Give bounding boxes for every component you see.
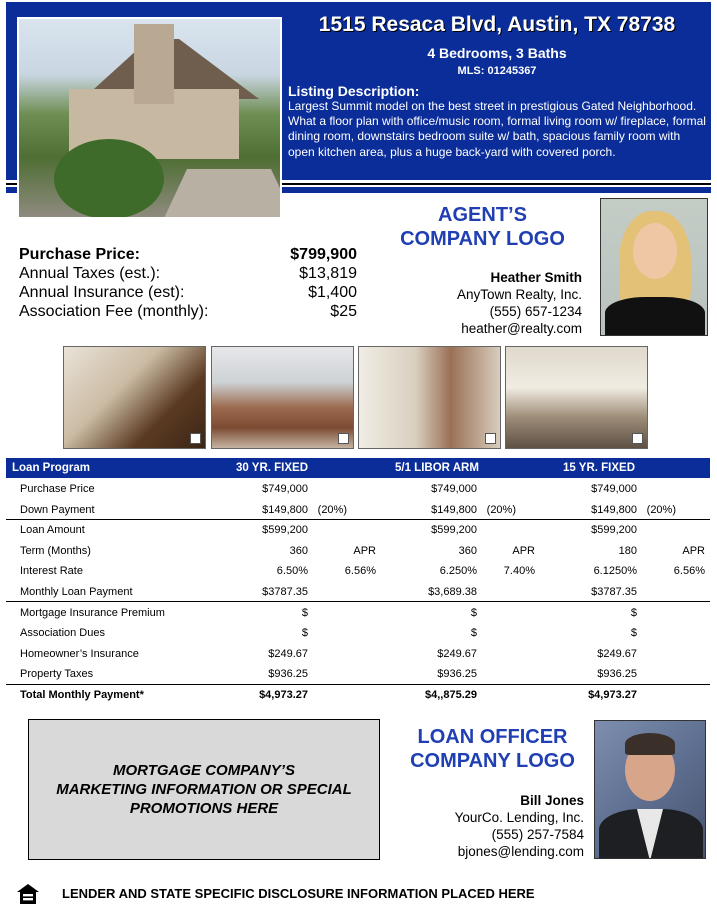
table-row	[6, 519, 710, 540]
cell: $4,973.27	[588, 688, 637, 701]
agent-name: Heather Smith	[490, 270, 582, 285]
promo-line2: MARKETING INFORMATION OR SPECIAL	[56, 781, 352, 798]
cell: $249.67	[268, 647, 308, 660]
loan-officer-company-logo	[395, 725, 590, 773]
cell: $149,800	[591, 503, 637, 516]
table-row	[6, 663, 710, 684]
loan-officer-email: bjones@lending.com	[457, 844, 584, 859]
row-label: Loan Amount	[20, 524, 85, 537]
price-value: $13,819	[299, 265, 357, 282]
price-label: Purchase Price:	[19, 246, 140, 263]
header-libor: 5/1 LIBOR ARM	[395, 462, 479, 474]
cell: $249.67	[597, 647, 637, 660]
house-photo	[17, 17, 282, 219]
cell: $	[301, 606, 308, 619]
loan-logo-line1: LOAN OFFICER	[417, 726, 568, 748]
agent-logo-line2: COMPANY LOGO	[400, 228, 565, 250]
price-value: $1,400	[308, 284, 357, 301]
cell: 360	[458, 544, 477, 557]
photo-badge-icon	[338, 433, 349, 444]
loan-table	[6, 478, 710, 705]
cell: $3,689.38	[428, 585, 477, 598]
table-row	[6, 499, 710, 520]
row-label: Property Taxes	[20, 668, 94, 681]
cell: $	[301, 627, 308, 640]
photo-badge-icon	[632, 433, 643, 444]
cell: $4,973.27	[259, 688, 308, 701]
table-row	[6, 540, 710, 561]
cell: $149,800	[262, 503, 308, 516]
price-label: Annual Insurance (est):	[19, 284, 185, 301]
agent-photo	[600, 198, 708, 336]
interior-photo-3	[358, 346, 501, 449]
agent-company: AnyTown Realty, Inc.	[456, 287, 582, 302]
table-row	[6, 581, 710, 602]
agent-logo-line1: AGENT’S	[438, 204, 527, 226]
cell: $3787.35	[591, 585, 637, 598]
cell: $936.25	[268, 668, 308, 681]
apr-label: APR	[353, 544, 376, 557]
interior-photo-2	[211, 346, 354, 449]
listing-description: Largest Summit model on the best street in prestigious Gated Neighborhood. What a floor plan with office/music room, formal living room w/ fireplace, formal dining room, downstairs bedroom suite w/ bath, spacious family room with open kitchen area, plus a huge back-yard with covered porch.	[288, 99, 706, 159]
loan-officer-phone: (555) 257-7584	[491, 827, 584, 842]
price-label: Annual Taxes (est.):	[19, 265, 161, 282]
cell-pct: (20%)	[317, 503, 347, 516]
table-divider	[6, 684, 710, 685]
apr-label: APR	[512, 544, 535, 557]
cell: $749,000	[591, 483, 637, 495]
photo-badge-icon	[485, 433, 496, 444]
cell: 6.250%	[439, 565, 477, 578]
cell: 360	[289, 544, 308, 557]
table-row-total	[6, 684, 710, 705]
description-heading: Listing Description:	[288, 83, 420, 99]
price-label: Association Fee (monthly):	[19, 303, 209, 320]
row-label: Down Payment	[20, 503, 95, 516]
loan-officer-contact	[380, 792, 584, 860]
cell: $749,000	[431, 483, 477, 495]
cell: $249.67	[437, 647, 477, 660]
table-row	[6, 560, 710, 581]
cell: $599,200	[431, 524, 477, 537]
apr-label: APR	[682, 544, 705, 557]
header-30yr: 30 YR. FIXED	[236, 462, 309, 474]
row-label: Mortgage Insurance Premium	[20, 606, 165, 619]
equal-housing-lender-icon	[16, 883, 40, 905]
row-label: Term (Months)	[20, 544, 91, 557]
table-row	[6, 643, 710, 664]
property-address: 1515 Resaca Blvd, Austin, TX 78738	[318, 13, 676, 36]
disclosure-text: LENDER AND STATE SPECIFIC DISCLOSURE INFORMATION PLACED HERE	[62, 886, 535, 901]
cell: $3787.35	[262, 585, 308, 598]
loan-officer-photo	[594, 720, 706, 859]
apr-value: 6.56%	[344, 565, 376, 578]
table-row	[6, 478, 710, 499]
loan-officer-name: Bill Jones	[520, 793, 584, 808]
cell: $599,200	[591, 524, 637, 537]
row-label: Total Monthly Payment*	[20, 688, 144, 701]
cell: $149,800	[431, 503, 477, 516]
table-divider	[6, 601, 710, 602]
loan-table-header	[6, 458, 710, 478]
cell: $4,,875.29	[425, 688, 477, 701]
cell: 6.50%	[276, 565, 308, 578]
price-row	[19, 264, 357, 283]
agent-phone: (555) 657-1234	[489, 304, 582, 319]
interior-photo-4	[505, 346, 648, 449]
price-value: $25	[330, 303, 357, 320]
agent-contact	[380, 269, 582, 337]
row-label: Association Dues	[20, 627, 105, 640]
price-row	[19, 245, 357, 264]
row-label: Monthly Loan Payment	[20, 585, 133, 598]
cell: 180	[618, 544, 637, 557]
beds-baths: 4 Bedrooms, 3 Baths	[427, 45, 567, 61]
price-summary	[19, 245, 357, 321]
row-label: Homeowner’s Insurance	[20, 647, 139, 660]
loan-officer-company: YourCo. Lending, Inc.	[454, 810, 584, 825]
row-label: Purchase Price	[20, 483, 95, 495]
promo-line3: PROMOTIONS HERE	[129, 800, 279, 817]
promo-box	[28, 719, 380, 860]
price-value: $799,900	[290, 246, 357, 263]
photo-badge-icon	[190, 433, 201, 444]
cell: $936.25	[597, 668, 637, 681]
table-row	[6, 602, 710, 623]
cell: $599,200	[262, 524, 308, 537]
cell: $	[470, 627, 477, 640]
cell: $	[630, 606, 637, 619]
apr-value: 6.56%	[673, 565, 705, 578]
table-divider	[6, 519, 710, 520]
price-row	[19, 302, 357, 321]
promo-line1: MORTGAGE COMPANY’S	[113, 762, 295, 779]
interior-photo-1	[63, 346, 206, 449]
cell: $	[630, 627, 637, 640]
agent-company-logo	[380, 203, 585, 251]
cell: 6.1250%	[593, 565, 637, 578]
mls-number: MLS: 01245367	[457, 65, 537, 77]
apr-value: 7.40%	[503, 565, 535, 578]
price-row	[19, 283, 357, 302]
agent-email: heather@realty.com	[461, 321, 582, 336]
cell: $749,000	[262, 483, 308, 495]
cell-pct: (20%)	[486, 503, 516, 516]
header-15yr: 15 YR. FIXED	[563, 462, 636, 474]
loan-logo-line2: COMPANY LOGO	[410, 750, 575, 772]
header-loan-program: Loan Program	[12, 462, 90, 474]
cell: $936.25	[437, 668, 477, 681]
cell: $	[470, 606, 477, 619]
table-row	[6, 622, 710, 643]
cell-pct: (20%)	[646, 503, 676, 516]
row-label: Interest Rate	[20, 565, 83, 578]
